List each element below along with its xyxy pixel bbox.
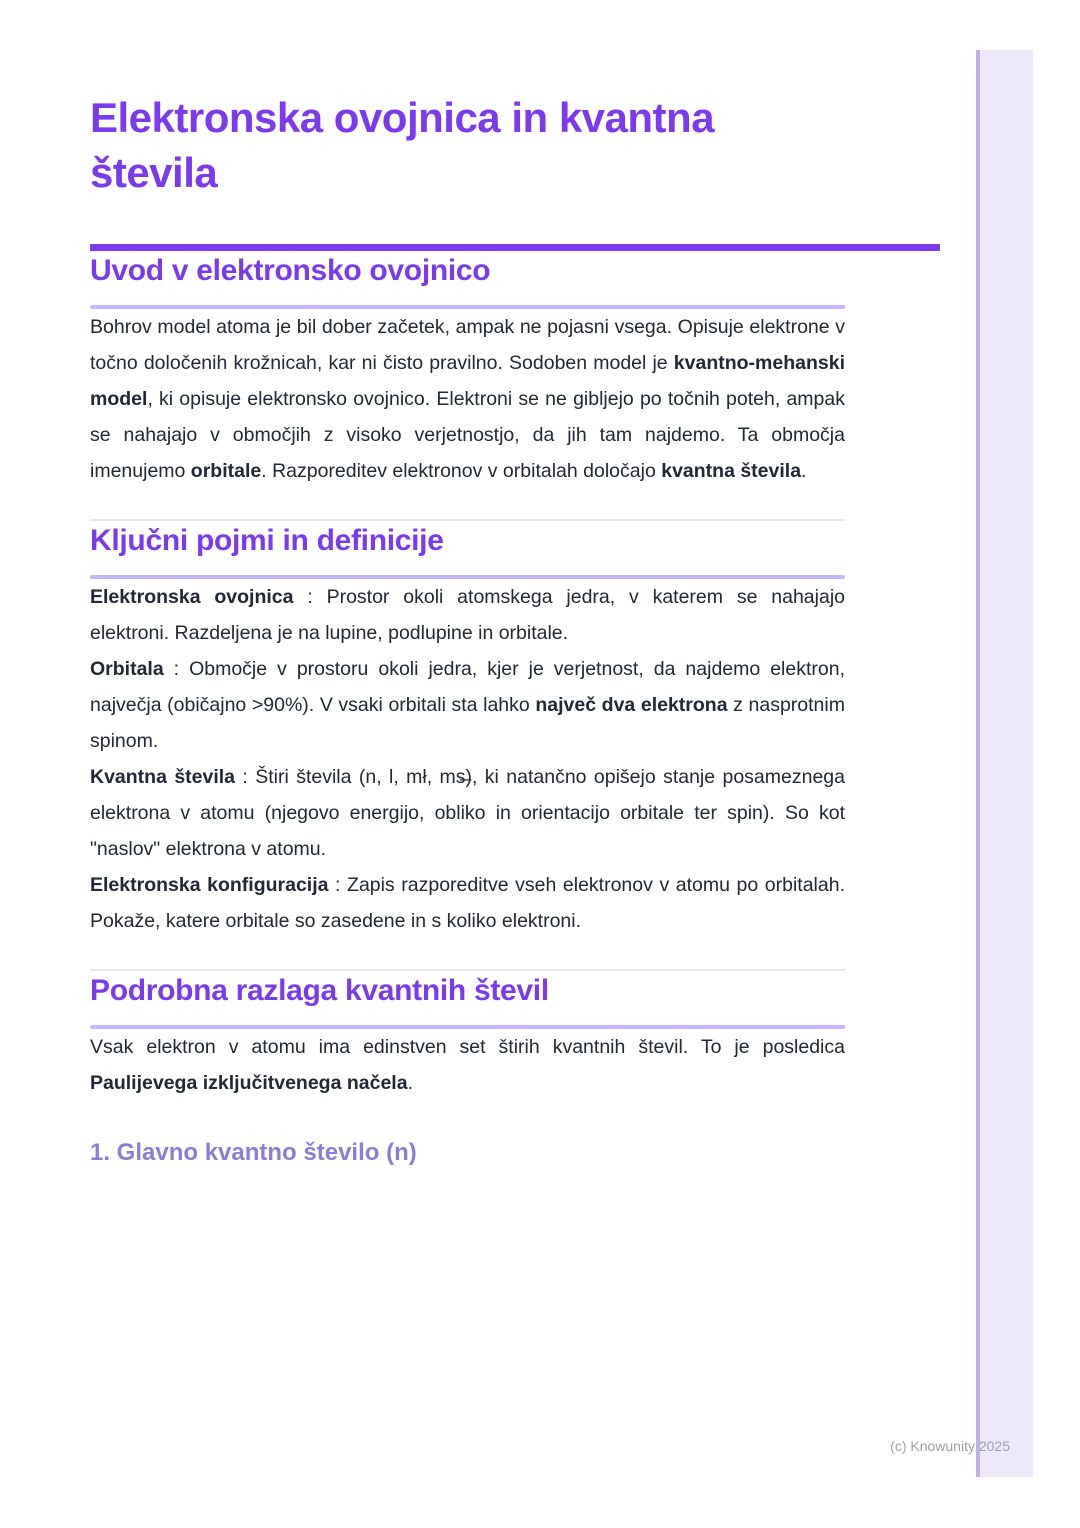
- text-segment: : Zapis razporeditve vseh elektronov v atomu po orbitalah. Pokaže, katere orbitale so zasedene in s koliko elektroni.: [90, 874, 845, 932]
- page-title: Elektronska ovojnica in kvantna števila: [90, 94, 715, 196]
- text-segment: .: [801, 460, 807, 482]
- subheading-glavno-kvantno-stevilo: 1. Glavno kvantno število (n): [90, 1139, 417, 1166]
- term-label: Elektronska ovojnica: [90, 586, 294, 608]
- text-segment: Vsak elektron v atomu ima edinstven set štirih kvantnih števil. To je posledica: [90, 1036, 845, 1058]
- paragraph-definition-kvantna-stevila: [90, 759, 845, 867]
- text-segment: : Prostor okoli atomskega jedra, v katerem se nahajajo elektroni. Razdeljena je na lupine, podlupine in orbitale.: [90, 586, 846, 644]
- paragraph-definition-konfiguracija: [90, 867, 845, 939]
- text-segment: . Razporeditev elektronov v orbitalah določajo: [261, 460, 662, 482]
- text-segment: : Območje v prostoru okoli jedra, kjer je verjetnost, da najdemo elektron, največja (običajno >90%). V vsaki orbitali sta lahko: [90, 658, 845, 716]
- page-edge-bar: [976, 50, 1033, 1477]
- text-segment-bold: kvantno-mehanski model: [90, 352, 845, 410]
- title-rule: [90, 244, 940, 251]
- paragraph-definition-orbitala: [90, 651, 845, 759]
- text-segment-bold: Paulijevega izključitvenega načela: [90, 1072, 408, 1094]
- paragraph-definition-ovojnica: [90, 579, 845, 651]
- paragraph-pauli: [90, 1029, 845, 1101]
- text-segment-bold: orbitale: [190, 460, 262, 482]
- term-label: Elektronska konfiguracija: [90, 874, 329, 896]
- text-segment: Bohrov model atoma je bil dober začetek, ampak ne pojasni vsega. Opisuje elektrone v točno določenih krožnicah, kar ni čisto pravilno. Sodoben model je: [90, 316, 845, 374]
- copyright-notice: (c) Knowunity 2025: [890, 1438, 1010, 1454]
- text-segment-bold: največ dva elektrona: [535, 694, 728, 716]
- section-heading-razlaga: Podrobna razlaga kvantnih števil: [90, 974, 549, 1007]
- section-heading-uvod: Uvod v elektronsko ovojnico: [90, 254, 491, 287]
- term-label: Kvantna števila: [90, 766, 236, 788]
- text-segment: , ki opisuje elektronsko ovojnico. Elektroni se ne gibljejo po točnih poteh, ampak se nahajajo v območjih z visoko verjetnostjo, da jih tam najdemo. Ta območja imenujemo: [90, 388, 845, 482]
- paragraph: [90, 309, 845, 489]
- text-segment: z nasprotnim spinom.: [90, 694, 845, 752]
- text-segment: : Štiri števila (n, l, mł, ms̶), ki natančno opišejo stanje posameznega elektrona v atomu (njegovo energijo, obliko in orientacijo orbitale ter spin). So kot "naslov" elektrona v atomu.: [90, 766, 845, 860]
- page-content: [90, 0, 845, 1169]
- term-label: Orbitala: [90, 658, 164, 680]
- text-segment: .: [407, 1072, 413, 1094]
- section-heading-pojmi: Ključni pojmi in definicije: [90, 524, 444, 557]
- text-segment-bold: kvantna števila: [661, 460, 802, 482]
